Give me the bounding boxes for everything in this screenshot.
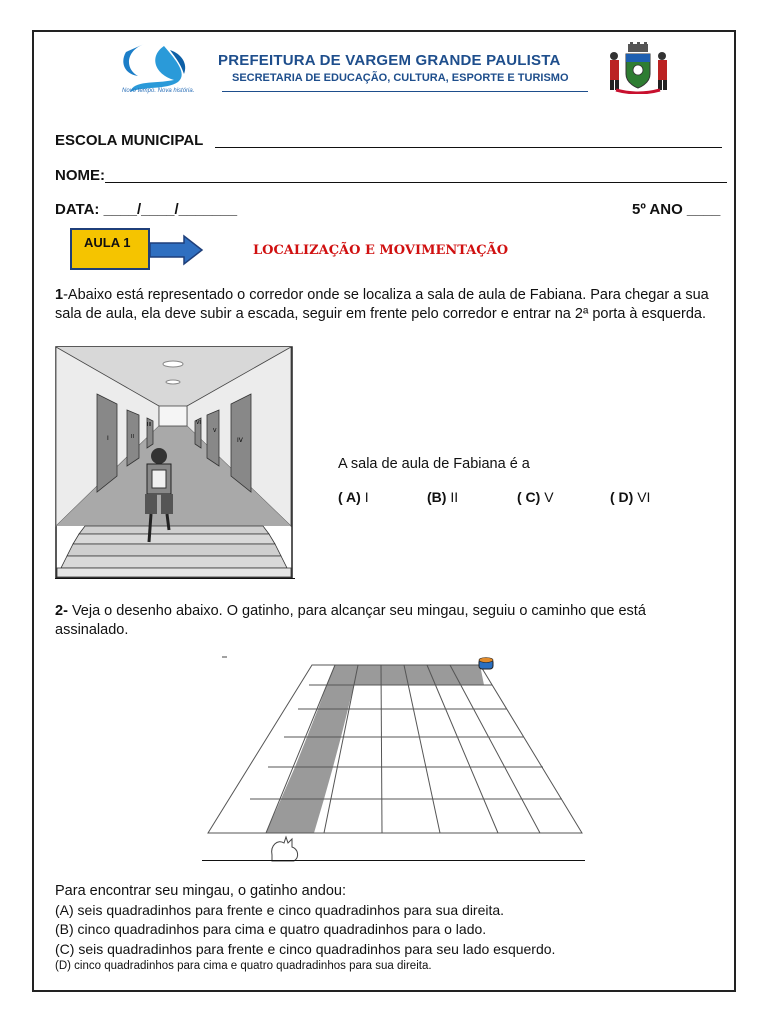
- q1-text: [55, 286, 720, 324]
- coat-of-arms-icon: [602, 42, 674, 94]
- option-d[interactable]: [610, 489, 650, 505]
- door-label-3: III: [147, 422, 152, 428]
- q1-body: -Abaixo está representado o corredor onde se localiza a sala de aula de Fabiana. Para chegar a sua sala de aula, ela deve subir a escada, seguir em frente pelo corredor e entrar na 2ª porta à esquerda.: [55, 287, 709, 322]
- q2-body: Veja o desenho abaixo. O gatinho, para alcançar seu mingau, seguiu o caminho que está assinalado.: [55, 603, 646, 638]
- door-label-4: IV: [237, 437, 243, 444]
- corridor-illustration: [55, 346, 295, 580]
- answer-b[interactable]: (B) cinco quadradinhos para cima e quatro quadradinhos para o lado.: [55, 921, 487, 937]
- data-label: DATA: ____/____/_______: [55, 201, 238, 218]
- escola-line[interactable]: [215, 147, 722, 148]
- aula-label: AULA 1: [84, 235, 131, 250]
- logo-tagline: Novo tempo. Nova história.: [122, 88, 195, 94]
- q2-number: 2-: [55, 603, 68, 619]
- q1-number: 1: [55, 287, 64, 303]
- option-a[interactable]: [338, 489, 369, 505]
- option-c-letter: ( C): [517, 489, 541, 505]
- option-a-value: I: [364, 489, 369, 505]
- q2-question: Para encontrar seu mingau, o gatinho andou:: [55, 883, 347, 899]
- option-d-letter: ( D): [610, 489, 634, 505]
- ano-label: 5º ANO ____: [632, 201, 721, 218]
- nome-label: NOME:: [55, 167, 105, 184]
- q1-prompt: A sala de aula de Fabiana é a: [338, 456, 530, 472]
- option-a-letter: ( A): [338, 489, 361, 505]
- escola-label: ESCOLA MUNICIPAL: [55, 132, 204, 149]
- option-b-letter: (B): [427, 489, 447, 505]
- option-b-value: II: [450, 489, 459, 505]
- option-c[interactable]: [517, 489, 554, 505]
- option-d-value: VI: [637, 489, 651, 505]
- door-label-6: VI: [196, 420, 201, 426]
- option-b[interactable]: [427, 489, 458, 505]
- header-divider: [222, 91, 588, 92]
- section-title: LOCALIZAÇÃO E MOVIMENTAÇÃO: [253, 243, 509, 258]
- q2-text: [55, 602, 720, 640]
- nome-line[interactable]: [105, 182, 727, 183]
- door-label-1: I: [107, 435, 109, 442]
- door-label-5: V: [213, 428, 217, 434]
- corridor-underline: [55, 578, 295, 579]
- answer-c[interactable]: (C) seis quadradinhos para frente e cinco quadradinhos para seu lado esquerdo.: [55, 941, 556, 957]
- grid-path-illustration: [200, 655, 592, 867]
- door-label-2: II: [131, 434, 134, 440]
- secretaria-subtitle: SECRETARIA DE EDUCAÇÃO, CULTURA, ESPORTE E TURISMO: [232, 72, 569, 84]
- answer-a[interactable]: (A) seis quadradinhos para frente e cinco quadradinhos para sua direita.: [55, 902, 505, 918]
- prefeitura-title: PREFEITURA DE VARGEM GRANDE PAULISTA: [218, 52, 561, 69]
- answer-d[interactable]: (D) cinco quadradinhos para cima e quatro quadradinhos para sua direita.: [55, 960, 432, 972]
- grid-underline: [202, 860, 585, 861]
- arrow-right-icon: [148, 234, 204, 266]
- option-c-value: V: [544, 489, 554, 505]
